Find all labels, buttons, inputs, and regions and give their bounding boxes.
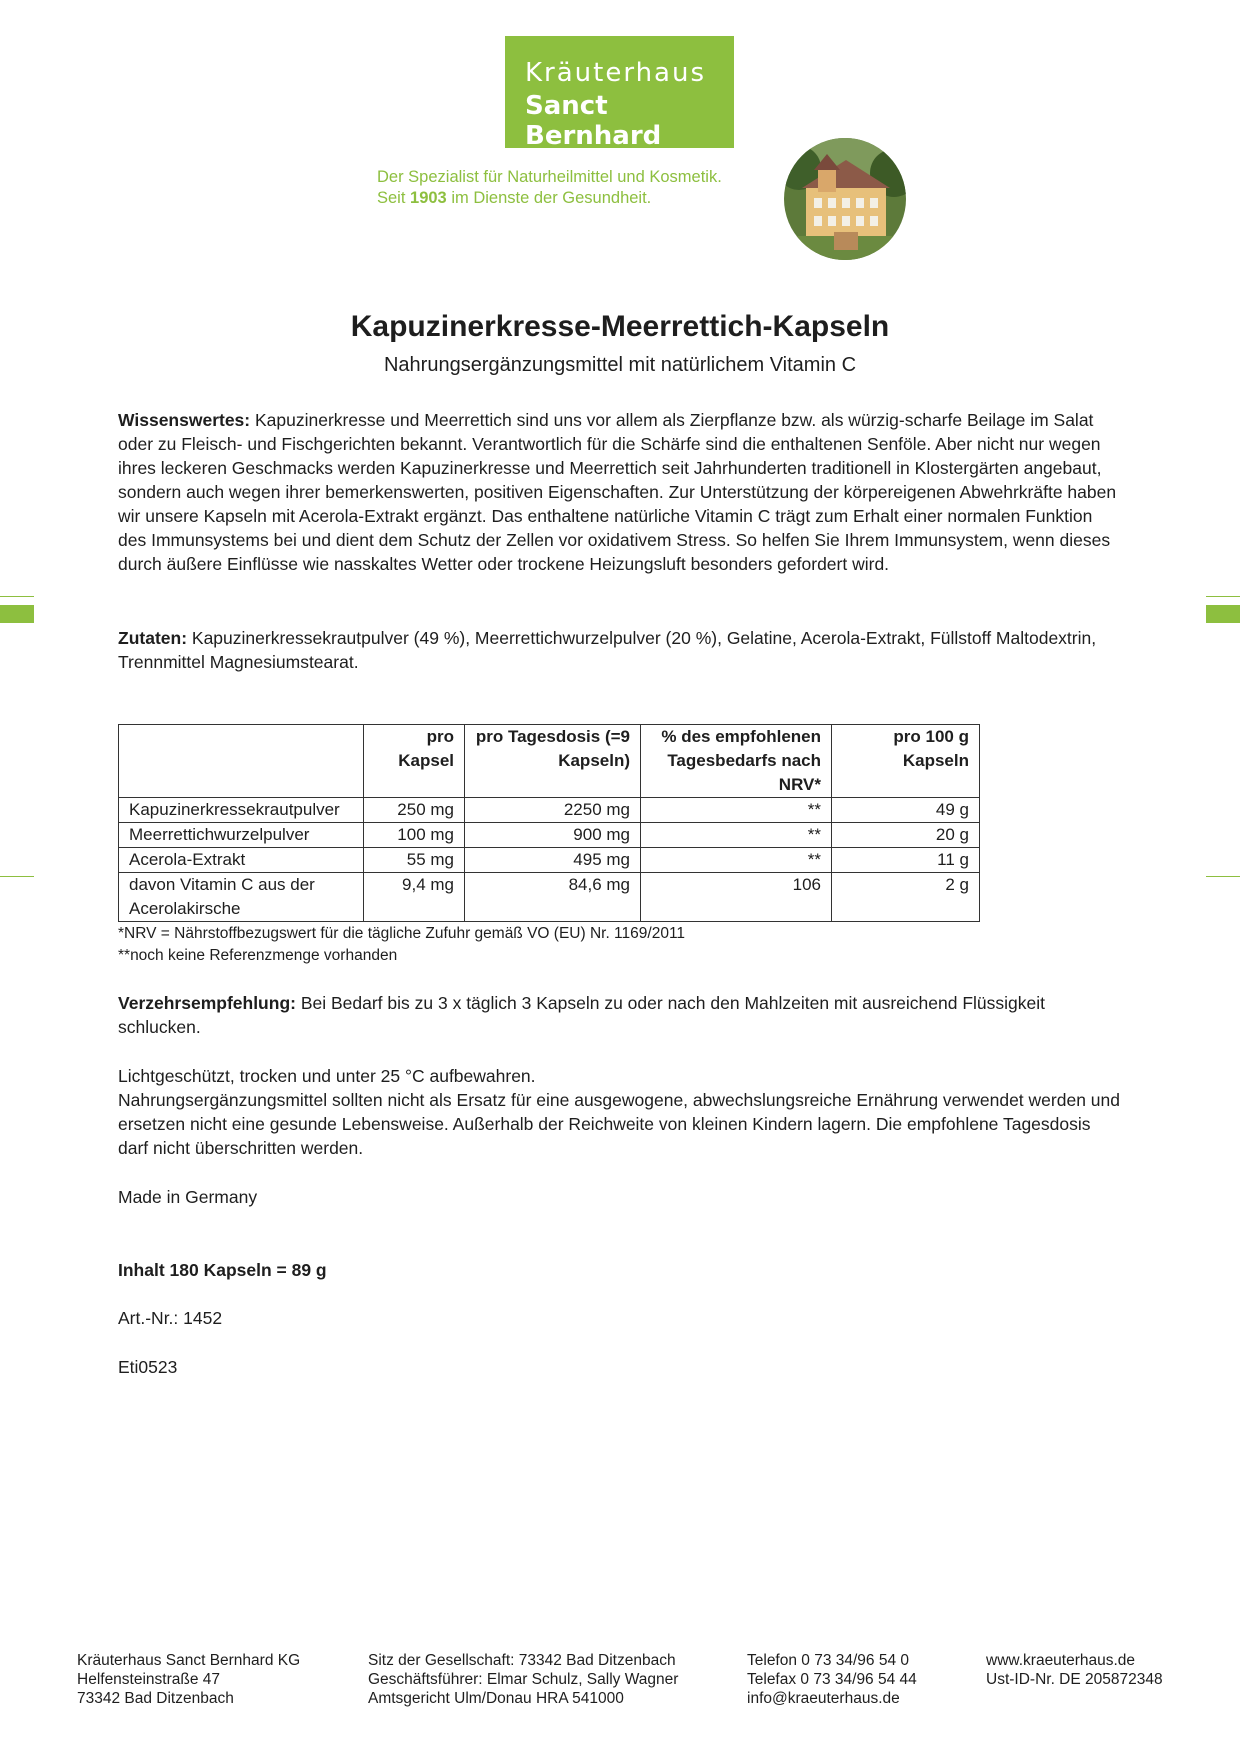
table-cell: Meerrettichwurzelpulver — [119, 823, 364, 848]
footer-web: www.kraeuterhaus.de Ust-ID-Nr. DE 205872348 — [986, 1652, 1163, 1688]
table-header-cell: % des empfohlenen Tagesbedarfs nach NRV* — [641, 725, 832, 798]
table-cell: 2 g — [832, 873, 980, 922]
footer-company: Kräuterhaus Sanct Bernhard KG Helfensteinstraße 47 73342 Bad Ditzenbach — [77, 1652, 301, 1707]
fold-mark-left-lower — [0, 876, 34, 877]
content-amount: Inhalt 180 Kapseln = 89 g — [118, 1260, 327, 1280]
product-title: Kapuzinerkresse-Meerrettich-Kapseln — [350, 310, 890, 343]
table-cell: 900 mg — [465, 823, 641, 848]
table-cell: 84,6 mg — [465, 873, 641, 922]
dosage-paragraph: Verzehrsempfehlung: Bei Bedarf bis zu 3 x täglich 3 Kapseln zu oder nach den Mahlzeiten mit ausreichend Flüssigkeit schlucken. — [118, 993, 1045, 1037]
table-header-cell: pro 100 g Kapseln — [832, 725, 980, 798]
table-cell: Acerola-Extrakt — [119, 848, 364, 873]
building-photo — [784, 138, 906, 260]
fold-mark-right-line — [1206, 596, 1240, 597]
table-row — [119, 873, 980, 922]
info-paragraph: Wissenswertes: Kapuzinerkresse und Meerrettich sind uns vor allem als Zierpflanze bzw. als würzig-scharfe Beilage im Salat oder zu Fleisch- und Fischgerichten bekannt. Verantwortlich für die Schärfe sind die enthaltenen Senföle. Aber nicht nur wegen ihres leckeren Geschmacks werden Kapuzinerkresse und Meerrettich seit Jahrhunderten traditionell in Klostergärten angebaut, sondern auch wegen ihrer bemerkenswerten, positiven Eigenschaften. Zur Unterstützung der körpereigenen Abwehrkräfte haben wir unsere Kapseln mit Acerola-Extrakt ergänzt. Das enthaltene natürliche Vitamin C trägt zum Erhalt einer normalen Funktion des Immunsystems bei und dient dem Schutz der Zellen vor oxidativem Stress. So helfen Sie Ihrem Immunsystem, wenn dieses durch äußere Einflüsse wie nasskaltes Wetter oder trockene Heizungsluft besonders gefordert wird. — [118, 410, 1117, 574]
ingredients-paragraph: Zutaten: Kapuzinerkressekrautpulver (49 %), Meerrettichwurzelpulver (20 %), Gelatine, Acerola-Extrakt, Füllstoff Maltodextrin, Trennmittel Magnesiumstearat. — [118, 628, 1097, 672]
table-row — [119, 848, 980, 873]
tagline-line1: Der Spezialist für Naturheilmittel und Kosmetik. — [377, 168, 722, 186]
table-cell: 106 — [641, 873, 832, 922]
table-header-cell: pro Kapsel — [364, 725, 465, 798]
table-row — [119, 823, 980, 848]
footer-email[interactable]: info@kraeuterhaus.de — [747, 1690, 900, 1707]
table-cell: davon Vitamin C aus der Acerolakirsche — [119, 873, 364, 922]
logo-text-line1: Kräuterhaus — [525, 58, 707, 88]
made-in: Made in Germany — [118, 1187, 258, 1207]
table-cell: 9,4 mg — [364, 873, 465, 922]
article-number: Art.-Nr.: 1452 — [118, 1308, 223, 1328]
logo-text-line2: Sanct Bernhard — [525, 91, 662, 151]
brand-logo — [505, 36, 734, 151]
brand-tagline — [377, 167, 722, 209]
tagline-line2: Seit 1903 im Dienste der Gesundheit. — [377, 189, 652, 207]
fold-mark-right-lower — [1206, 876, 1240, 877]
table-cell: 20 g — [832, 823, 980, 848]
nutrition-table — [118, 724, 980, 922]
footer-website-link[interactable]: www.kraeuterhaus.de — [986, 1652, 1136, 1669]
fold-mark-left-line — [0, 596, 34, 597]
table-cell: 49 g — [832, 798, 980, 823]
warning-paragraph: Nahrungsergänzungsmittel sollten nicht als Ersatz für eine ausgewogene, abwechslungsreiche Ernährung verwendet werden und ersetzen nicht eine gesunde Lebensweise. Außerhalb der Reichweite von kleinen Kindern lagern. Die empfohlene Tagesdosis darf nicht überschritten werden. — [118, 1090, 1120, 1158]
storage-note: Lichtgeschützt, trocken und unter 25 °C aufbewahren. — [118, 1066, 536, 1086]
product-subtitle: Nahrungsergänzungsmittel mit natürlichem Vitamin C — [383, 354, 857, 376]
table-cell: 55 mg — [364, 848, 465, 873]
table-cell: ** — [641, 823, 832, 848]
table-header-row — [119, 725, 980, 798]
table-footnote-nrv: *NRV = Nährstoffbezugswert für die tägliche Zufuhr gemäß VO (EU) Nr. 1169/2011 — [118, 925, 686, 942]
footer-legal: Sitz der Gesellschaft: 73342 Bad Ditzenbach Geschäftsführer: Elmar Schulz, Sally Wagner Amtsgericht Ulm/Donau HRA 541000 — [368, 1652, 679, 1707]
table-cell: ** — [641, 848, 832, 873]
table-cell: 2250 mg — [465, 798, 641, 823]
table-header-cell — [119, 725, 364, 798]
table-cell: Kapuzinerkressekrautpulver — [119, 798, 364, 823]
table-footnote-reference: **noch keine Referenzmenge vorhanden — [118, 947, 398, 964]
table-cell: ** — [641, 798, 832, 823]
fold-mark-right — [1206, 605, 1240, 623]
table-cell: 11 g — [832, 848, 980, 873]
footer-contact: Telefon 0 73 34/96 54 0 Telefax 0 73 34/96 54 44 info@kraeuterhaus.de — [747, 1652, 917, 1707]
fold-mark-left — [0, 605, 34, 623]
table-cell: 100 mg — [364, 823, 465, 848]
table-row — [119, 798, 980, 823]
table-cell: 495 mg — [465, 848, 641, 873]
table-header-cell: pro Tagesdosis (=9 Kapseln) — [465, 725, 641, 798]
label-code: Eti0523 — [118, 1357, 178, 1377]
table-cell: 250 mg — [364, 798, 465, 823]
